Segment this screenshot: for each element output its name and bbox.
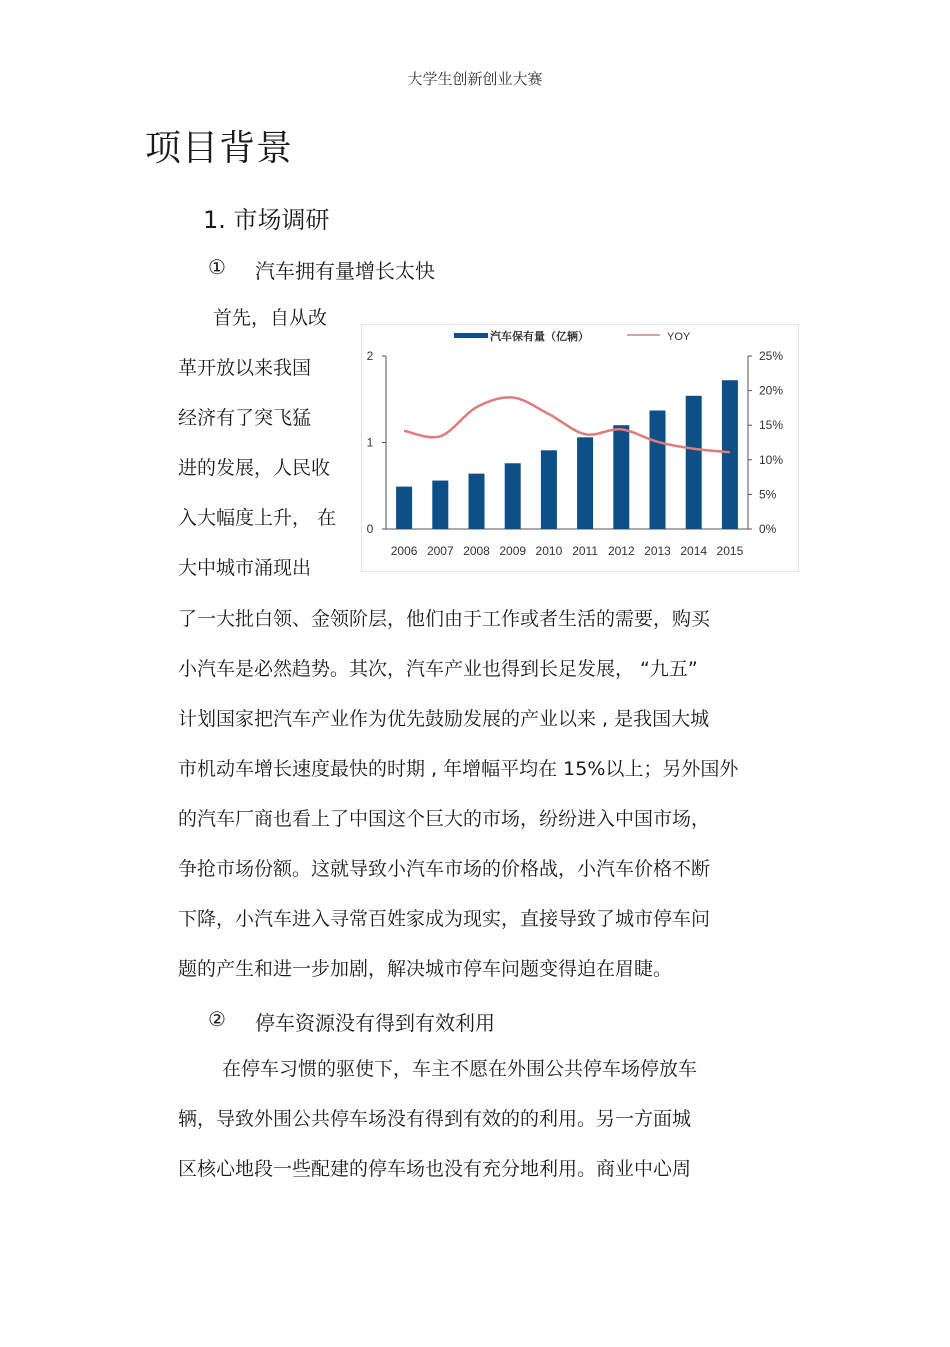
x-tick-label: 2008 — [463, 544, 490, 558]
left-tick-label: 0 — [366, 522, 374, 536]
legend-line-label: YOY — [667, 331, 691, 343]
x-tick-label: 2013 — [644, 544, 671, 558]
bar — [650, 410, 666, 529]
body-line: 在停车习惯的驱使下，车主不愿在外围公共停车场停放车 — [222, 1058, 698, 1080]
legend-bar-label: 汽车保有量（亿辆） — [490, 331, 589, 343]
subsection-text: 汽车拥有量增长太快 — [255, 259, 435, 283]
body-line: 的汽车厂商也看上了中国这个巨大的市场，纷纷进入中国市场， — [178, 808, 711, 830]
x-tick-label: 2014 — [680, 544, 708, 558]
x-tick-label: 2015 — [716, 544, 744, 558]
body-line: 题的产生和进一步加剧，解决城市停车问题变得迫在眉睫。 — [178, 958, 673, 980]
subsection-text: 停车资源没有得到有效利用 — [255, 1011, 495, 1035]
wrap-line: 首先，自从改 — [213, 307, 328, 329]
wrap-line: 经济有了突飞猛 — [178, 407, 312, 429]
bar — [505, 463, 521, 529]
body-line: 计划国家把汽车产业作为优先鼓励发展的产业以来 , 是我国大城 — [178, 708, 710, 730]
right-tick-label: 10% — [759, 452, 784, 467]
x-tick-label: 2009 — [499, 544, 527, 558]
body-line: 小汽车是必然趋势。其次，汽车产业也得到长足发展， “九五” — [178, 658, 698, 680]
bar — [686, 396, 702, 529]
right-tick-label: 15% — [759, 418, 784, 433]
chart-svg — [362, 325, 798, 571]
body-line: 市机动车增长速度最快的时期 , 年增幅平均在 15%以上；另外国外 — [178, 758, 739, 780]
subsection-number: ① — [208, 255, 226, 279]
wrap-line: 革开放以来我国 — [178, 357, 312, 379]
legend-bar-swatch — [454, 333, 488, 338]
body-line: 争抢市场份额。这就导致小汽车市场的价格战，小汽车价格不断 — [178, 858, 711, 880]
page-header: 大学生创新创业大赛 — [407, 70, 543, 88]
wrap-line: 大中城市涌现出 — [178, 557, 312, 579]
body-line: 区核心地段一些配建的停车场也没有充分地利用。商业中心周 — [178, 1158, 692, 1180]
yoy-line — [404, 397, 730, 452]
wrap-line: 入大幅度上升， 在 — [178, 507, 337, 529]
right-tick-label: 25% — [759, 349, 784, 363]
x-tick-label: 2012 — [607, 544, 635, 558]
body-line: 了一大批白领、金领阶层，他们由于工作或者生活的需要，购买 — [178, 608, 711, 630]
body-line: 下降，小汽车进入寻常百姓家成为现实，直接导致了城市停车问 — [178, 908, 711, 930]
subsection-number: ② — [208, 1007, 226, 1031]
x-tick-label: 2006 — [390, 544, 418, 558]
bar — [396, 487, 412, 529]
right-tick-label: 5% — [759, 487, 777, 502]
bar — [469, 474, 485, 529]
left-tick-label: 2 — [366, 349, 374, 363]
x-tick-label: 2011 — [572, 544, 599, 558]
left-tick-label: 1 — [366, 435, 374, 450]
right-tick-label: 20% — [759, 383, 784, 398]
bar — [722, 380, 738, 529]
body-line: 辆，导致外围公共停车场没有得到有效的的利用。另一方面城 — [178, 1108, 692, 1130]
bar — [577, 437, 593, 529]
section-heading: 1. 市场调研 — [203, 206, 330, 234]
bar — [541, 450, 557, 529]
wrap-line: 进的发展，人民收 — [178, 457, 331, 479]
x-tick-label: 2010 — [535, 544, 563, 558]
page-title: 项目背景 — [145, 128, 294, 169]
right-tick-label: 0% — [759, 522, 777, 536]
x-tick-label: 2007 — [426, 544, 454, 558]
bar — [432, 481, 448, 529]
bar — [613, 425, 629, 529]
car-ownership-chart — [361, 324, 799, 572]
